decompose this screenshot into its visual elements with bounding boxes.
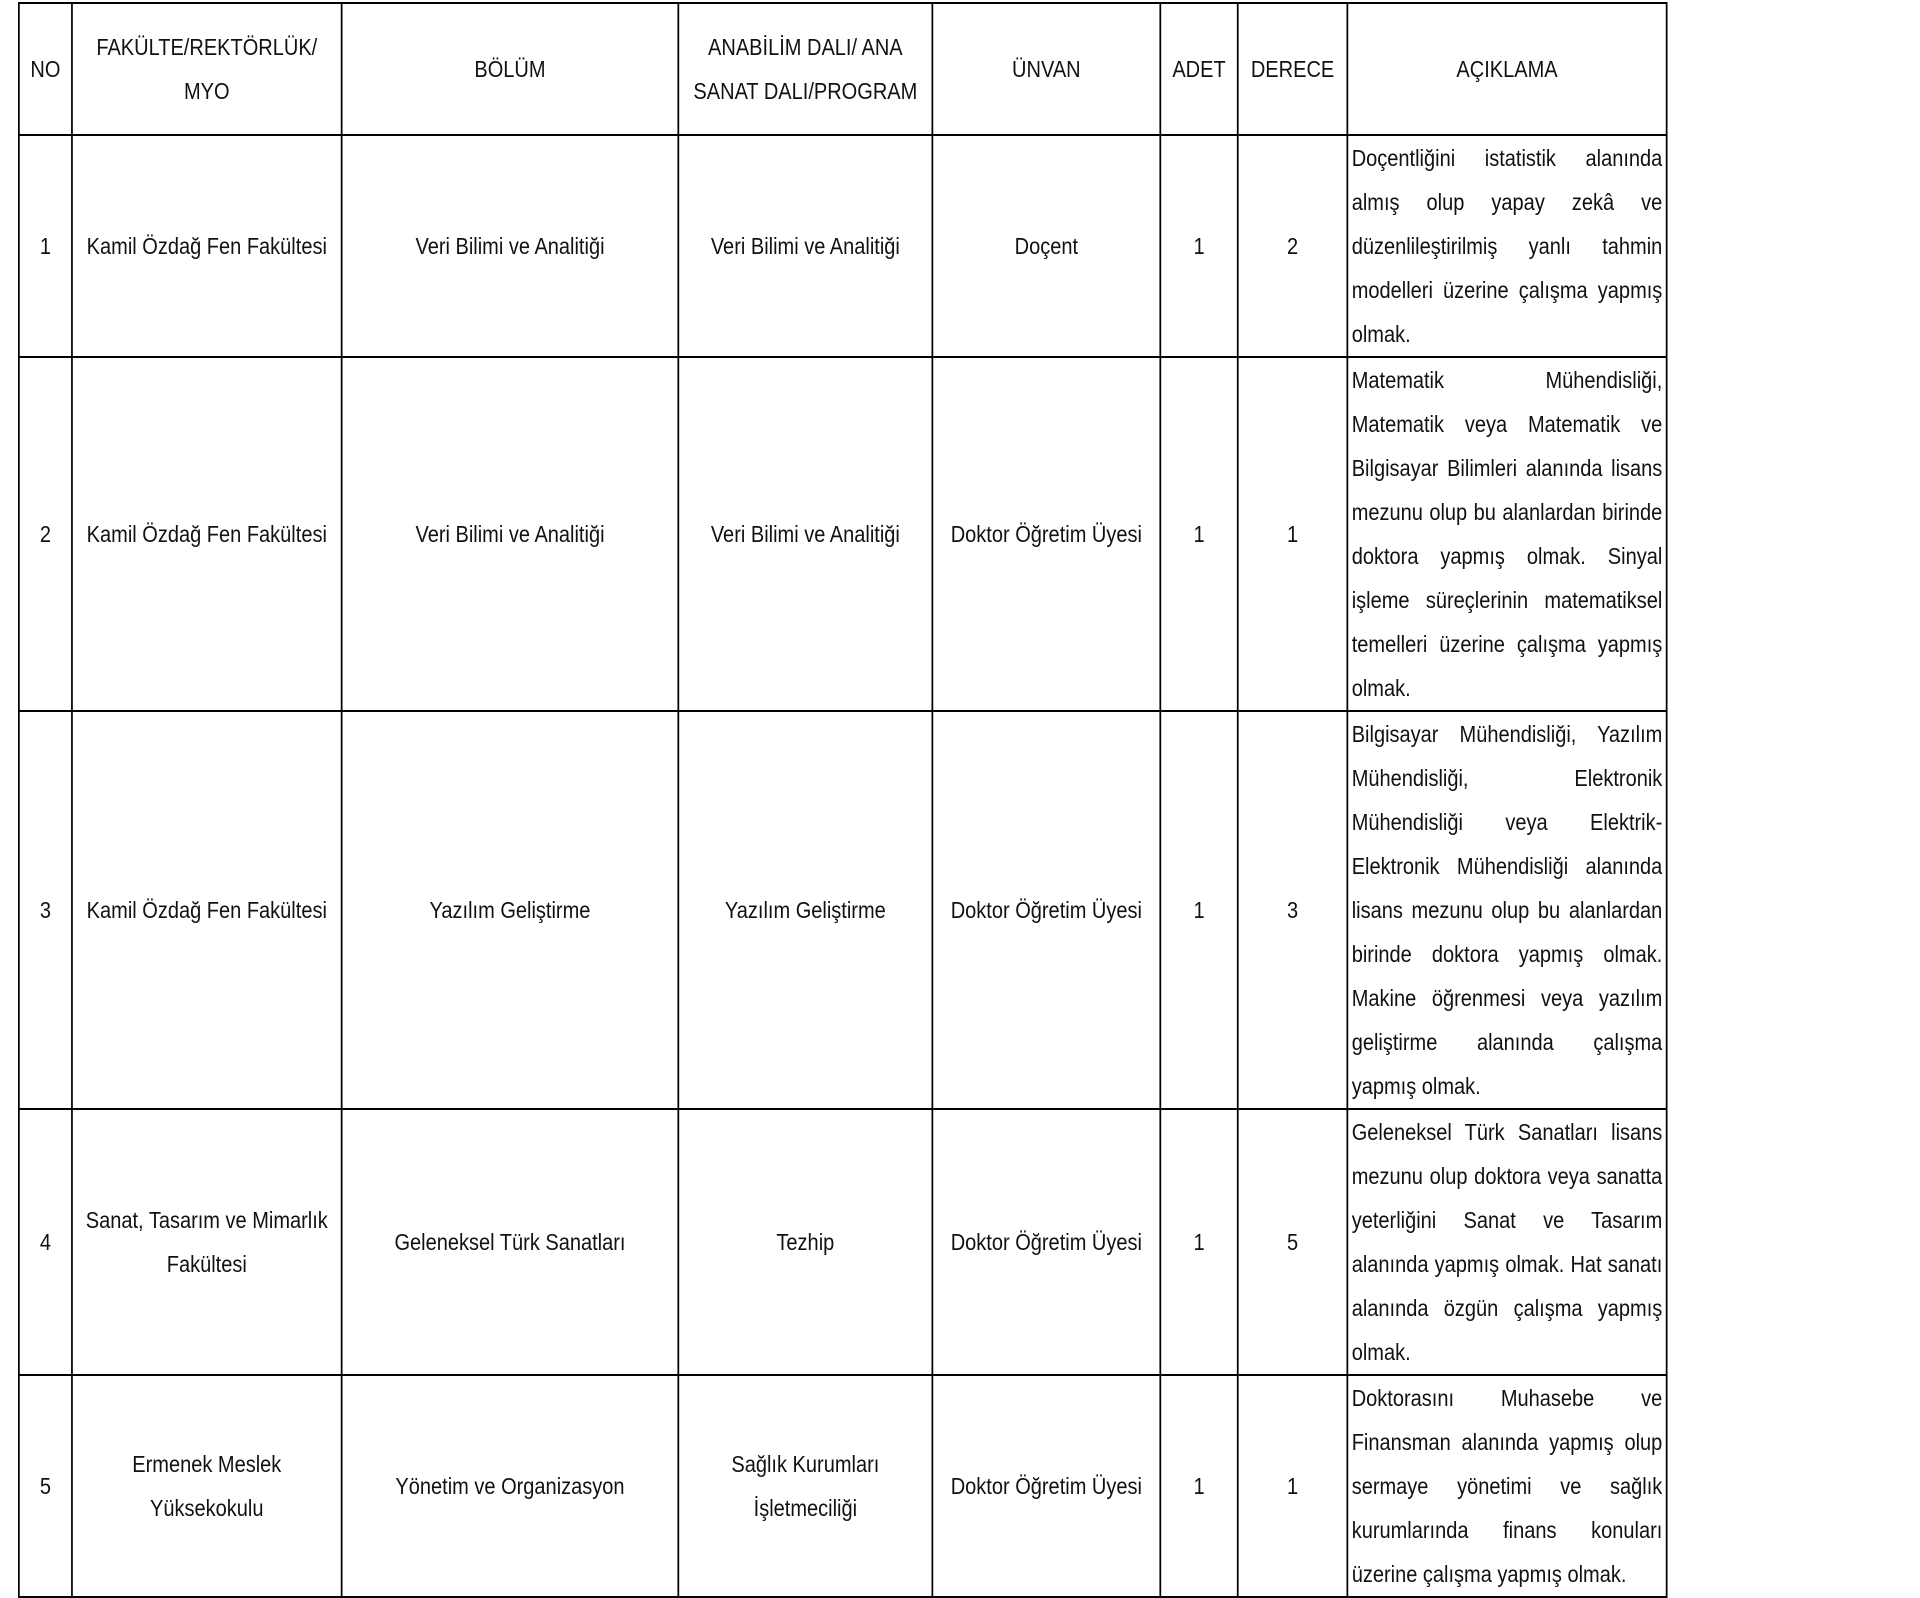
cell-description: Doktorasını Muhasebe ve Finansman alanında yapmış olup sermaye yönetimi ve sağlık kurumlarında finans konuları üzerine çalışma yapmış olmak.: [1347, 1375, 1666, 1597]
table-row: [19, 711, 1667, 1109]
cell-faculty: Ermenek Meslek Yüksekokulu: [72, 1375, 342, 1597]
cell-title: Doktor Öğretim Üyesi: [932, 357, 1160, 711]
cell-department: Geleneksel Türk Sanatları: [342, 1109, 679, 1375]
header-count: ADET: [1160, 3, 1237, 135]
cell-count: 1: [1160, 711, 1237, 1109]
cell-division: Yazılım Geliştirme: [678, 711, 932, 1109]
cell-degree: 1: [1238, 357, 1348, 711]
header-faculty: FAKÜLTE/REKTÖRLÜK/ MYO: [72, 3, 342, 135]
table-row: [19, 1109, 1667, 1375]
table-header: [19, 3, 1667, 135]
header-no: NO: [19, 3, 72, 135]
cell-description: Matematik Mühendisliği, Matematik veya Matematik ve Bilgisayar Bilimleri alanında lisans mezunu olup bu alanlardan birinde doktora yapmış olmak. Sinyal işleme süreçlerinin matematiksel temelleri üzerine çalışma yapmış olmak.: [1347, 357, 1666, 711]
table-row: [19, 135, 1667, 357]
cell-no: 2: [19, 357, 72, 711]
header-description: AÇIKLAMA: [1347, 3, 1666, 135]
cell-faculty: Kamil Özdağ Fen Fakültesi: [72, 135, 342, 357]
cell-division: Sağlık Kurumları İşletmeciliği: [678, 1375, 932, 1597]
cell-no: 4: [19, 1109, 72, 1375]
cell-degree: 1: [1238, 1375, 1348, 1597]
header-division: ANABİLİM DALI/ ANA SANAT DALI/PROGRAM: [678, 3, 932, 135]
table-row: [19, 357, 1667, 711]
cell-department: Yazılım Geliştirme: [342, 711, 679, 1109]
cell-faculty: Kamil Özdağ Fen Fakültesi: [72, 711, 342, 1109]
cell-division: Veri Bilimi ve Analitiği: [678, 357, 932, 711]
cell-department: Veri Bilimi ve Analitiği: [342, 357, 679, 711]
cell-title: Doçent: [932, 135, 1160, 357]
cell-department: Yönetim ve Organizasyon: [342, 1375, 679, 1597]
cell-count: 1: [1160, 1109, 1237, 1375]
cell-degree: 2: [1238, 135, 1348, 357]
header-row: [19, 3, 1667, 135]
cell-no: 1: [19, 135, 72, 357]
cell-description: Doçentliğini istatistik alanında almış olup yapay zekâ ve düzenlileştirilmiş yanlı tahmin modelleri üzerine çalışma yapmış olmak.: [1347, 135, 1666, 357]
cell-faculty: Sanat, Tasarım ve Mimarlık Fakültesi: [72, 1109, 342, 1375]
cell-count: 1: [1160, 357, 1237, 711]
cell-title: Doktor Öğretim Üyesi: [932, 1109, 1160, 1375]
cell-title: Doktor Öğretim Üyesi: [932, 711, 1160, 1109]
table-body: [19, 135, 1667, 1597]
cell-description: Bilgisayar Mühendisliği, Yazılım Mühendisliği, Elektronik Mühendisliği veya Elektrik-Elektronik Mühendisliği alanında lisans mezunu olup bu alanlardan birinde doktora yapmış olmak. Makine öğrenmesi veya yazılım geliştirme alanında çalışma yapmış olmak.: [1347, 711, 1666, 1109]
cell-count: 1: [1160, 1375, 1237, 1597]
header-degree: DERECE: [1238, 3, 1348, 135]
staff-positions-table: [18, 2, 1668, 1598]
cell-no: 3: [19, 711, 72, 1109]
table-row: [19, 1375, 1667, 1597]
cell-division: Veri Bilimi ve Analitiği: [678, 135, 932, 357]
cell-count: 1: [1160, 135, 1237, 357]
cell-division: Tezhip: [678, 1109, 932, 1375]
cell-description: Geleneksel Türk Sanatları lisans mezunu olup doktora veya sanatta yeterliğini Sanat ve Tasarım alanında yapmış olmak. Hat sanatı alanında özgün çalışma yapmış olmak.: [1347, 1109, 1666, 1375]
cell-faculty: Kamil Özdağ Fen Fakültesi: [72, 357, 342, 711]
header-title: ÜNVAN: [932, 3, 1160, 135]
header-department: BÖLÜM: [342, 3, 679, 135]
cell-title: Doktor Öğretim Üyesi: [932, 1375, 1160, 1597]
cell-no: 5: [19, 1375, 72, 1597]
cell-degree: 5: [1238, 1109, 1348, 1375]
cell-degree: 3: [1238, 711, 1348, 1109]
cell-department: Veri Bilimi ve Analitiği: [342, 135, 679, 357]
